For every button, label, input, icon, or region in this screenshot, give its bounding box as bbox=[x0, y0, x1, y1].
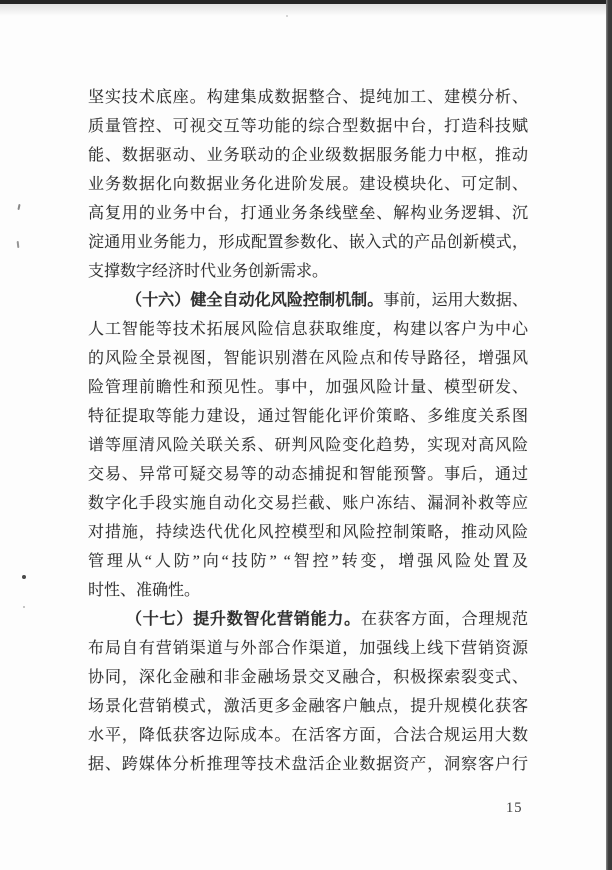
text-line bbox=[88, 721, 528, 750]
text-line bbox=[88, 750, 528, 779]
scan-speck bbox=[286, 15, 288, 17]
heading-segment: （十七）提升数智化营销能力。 bbox=[126, 611, 361, 628]
scan-speck bbox=[23, 606, 25, 608]
text-segment: 布局自有营销渠道与外部合作渠道，加强线上线下营销资源 bbox=[88, 640, 528, 657]
text-line bbox=[88, 141, 528, 170]
text-line bbox=[88, 692, 528, 721]
text-line bbox=[88, 373, 528, 402]
text-segment: 在获客方面，合理规范 bbox=[360, 611, 528, 628]
text-line bbox=[88, 518, 528, 547]
text-line bbox=[88, 431, 528, 460]
heading-segment: （十六）健全自动化风险控制机制。 bbox=[126, 292, 384, 309]
scan-speck bbox=[17, 241, 20, 248]
text-line bbox=[88, 576, 528, 605]
text-line bbox=[88, 547, 528, 576]
text-line bbox=[88, 228, 528, 257]
text-segment: 水平，降低获客边际成本。在活客方面，合法合规运用大数 bbox=[88, 727, 528, 744]
text-segment: 据、跨媒体分析推理等技术盘活企业数据资产，洞察客户行 bbox=[88, 756, 528, 773]
text-line bbox=[88, 489, 528, 518]
text-segment: 数字化手段实施自动化交易拦截、账户冻结、漏洞补救等应 bbox=[88, 495, 528, 512]
page-number: 15 bbox=[506, 800, 523, 816]
scan-speck bbox=[17, 204, 20, 210]
text-line bbox=[88, 344, 528, 373]
document-body-text bbox=[88, 83, 528, 779]
text-segment: 险管理前瞻性和预见性。事中，加强风险计量、模型研发、 bbox=[88, 379, 528, 396]
text-line bbox=[88, 634, 528, 663]
text-segment: 事前，运用大数据、 bbox=[383, 292, 528, 309]
text-segment: 对措施，持续迭代优化风控模型和风险控制策略，推动风险 bbox=[88, 524, 528, 541]
scan-edge-right bbox=[606, 0, 612, 870]
text-line bbox=[88, 605, 528, 634]
text-segment: 高复用的业务中台，打通业务条线壁垒、解构业务逻辑、沉 bbox=[88, 205, 528, 222]
text-line bbox=[88, 170, 528, 199]
scan-speck bbox=[22, 575, 26, 579]
text-segment: 管理从“人防”向“技防” “智控”转变，增强风险处置及 bbox=[88, 553, 528, 570]
text-segment: 协同，深化金融和非金融场景交叉融合，积极探索裂变式、 bbox=[88, 669, 528, 686]
text-line bbox=[88, 257, 528, 286]
text-segment: 支撑数字经济时代业务创新需求。 bbox=[88, 263, 329, 280]
text-line bbox=[88, 199, 528, 228]
text-segment: 质量管控、可视交互等功能的综合型数据中台，打造科技赋 bbox=[88, 118, 528, 135]
text-line bbox=[88, 460, 528, 489]
text-segment: 坚实技术底座。构建集成数据整合、提纯加工、建模分析、 bbox=[88, 89, 528, 106]
text-line bbox=[88, 112, 528, 141]
text-line bbox=[88, 315, 528, 344]
text-line bbox=[88, 83, 528, 112]
text-segment: 能、数据驱动、业务联动的企业级数据服务能力中枢，推动 bbox=[88, 147, 528, 164]
text-segment: 淀通用业务能力，形成配置参数化、嵌入式的产品创新模式， bbox=[88, 234, 528, 251]
text-segment: 谱等厘清风险关联关系、研判风险变化趋势，实现对高风险 bbox=[88, 437, 528, 454]
text-segment: 时性、准确性。 bbox=[88, 582, 201, 599]
text-segment: 特征提取等能力建设，通过智能化评价策略、多维度关系图 bbox=[88, 408, 528, 425]
scan-edge-top-shade bbox=[0, 4, 612, 16]
text-line bbox=[88, 663, 528, 692]
text-segment: 人工智能等技术拓展风险信息获取维度，构建以客户为中心 bbox=[88, 321, 528, 338]
text-segment: 的风险全景视图，智能识别潜在风险点和传导路径，增强风 bbox=[88, 350, 528, 367]
text-line bbox=[88, 286, 528, 315]
text-segment: 业务数据化向数据业务化进阶发展。建设模块化、可定制、 bbox=[88, 176, 528, 193]
text-segment: 交易、异常可疑交易等的动态捕捉和智能预警。事后，通过 bbox=[88, 466, 528, 483]
text-segment: 场景化营销模式，激活更多金融客户触点，提升规模化获客 bbox=[88, 698, 528, 715]
text-line bbox=[88, 402, 528, 431]
